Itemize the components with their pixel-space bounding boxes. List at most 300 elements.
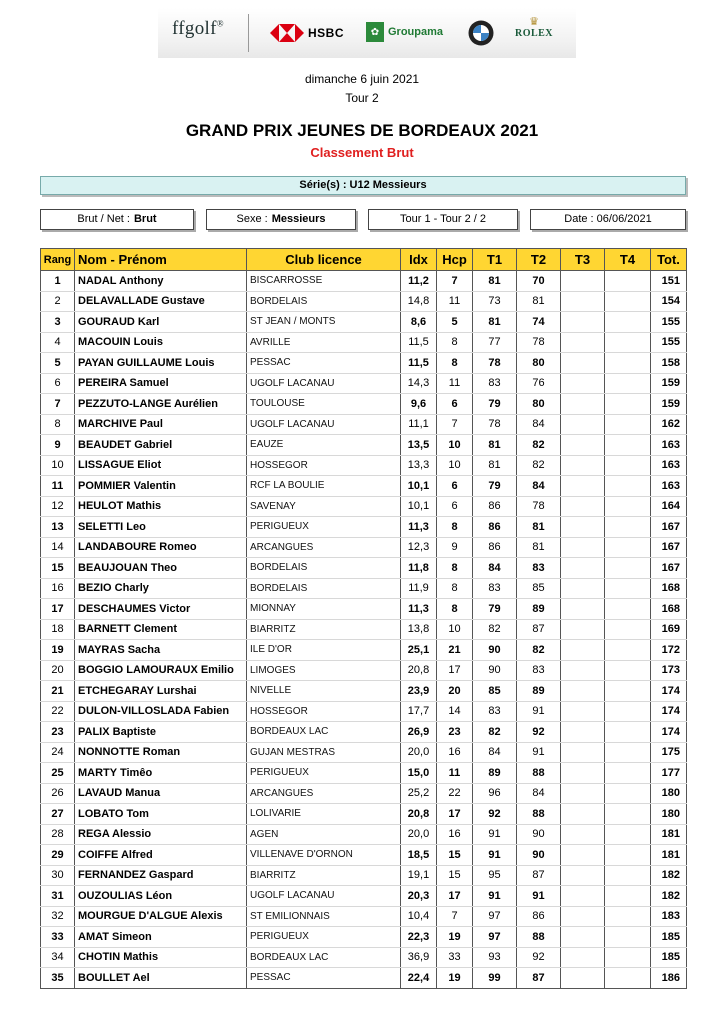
t1-cell: 86 bbox=[473, 537, 517, 558]
club-cell: AVRILLE bbox=[247, 332, 401, 353]
t4-cell bbox=[605, 804, 651, 825]
table-row bbox=[41, 722, 687, 743]
idx-cell: 10,4 bbox=[401, 906, 437, 927]
t4-cell bbox=[605, 640, 651, 661]
total-cell: 175 bbox=[651, 742, 687, 763]
total-cell: 168 bbox=[651, 578, 687, 599]
rang-cell: 35 bbox=[41, 968, 75, 989]
t3-cell bbox=[561, 681, 605, 702]
idx-cell: 26,9 bbox=[401, 722, 437, 743]
t4-cell bbox=[605, 578, 651, 599]
club-cell: UGOLF LACANAU bbox=[247, 414, 401, 435]
idx-cell: 9,6 bbox=[401, 394, 437, 415]
hcp-cell: 9 bbox=[437, 537, 473, 558]
t1-cell: 82 bbox=[473, 722, 517, 743]
hcp-cell: 19 bbox=[437, 968, 473, 989]
idx-cell: 11,3 bbox=[401, 517, 437, 538]
t3-cell bbox=[561, 496, 605, 517]
name-cell: DESCHAUMES Victor bbox=[75, 599, 247, 620]
table-row bbox=[41, 886, 687, 907]
t3-cell bbox=[561, 517, 605, 538]
table-row bbox=[41, 906, 687, 927]
total-cell: 167 bbox=[651, 537, 687, 558]
name-cell: CHOTIN Mathis bbox=[75, 947, 247, 968]
t3-cell bbox=[561, 599, 605, 620]
hcp-cell: 16 bbox=[437, 824, 473, 845]
col-club: Club licence bbox=[247, 249, 401, 271]
ffgolf-logo: ffgolf® bbox=[172, 18, 224, 39]
hcp-cell: 5 bbox=[437, 312, 473, 333]
t2-cell: 86 bbox=[517, 906, 561, 927]
total-cell: 167 bbox=[651, 558, 687, 579]
t3-cell bbox=[561, 271, 605, 292]
t2-cell: 84 bbox=[517, 783, 561, 804]
page-title: GRAND PRIX JEUNES DE BORDEAUX 2021 bbox=[185, 121, 539, 140]
date-value: Date : 06/06/2021 bbox=[564, 213, 652, 225]
t3-cell bbox=[561, 722, 605, 743]
idx-cell: 8,6 bbox=[401, 312, 437, 333]
club-cell: RCF LA BOULIE bbox=[247, 476, 401, 497]
t3-cell bbox=[561, 435, 605, 456]
t1-cell: 93 bbox=[473, 947, 517, 968]
total-cell: 162 bbox=[651, 414, 687, 435]
idx-cell: 10,1 bbox=[401, 476, 437, 497]
name-cell: MARTY Timêo bbox=[75, 763, 247, 784]
t3-cell bbox=[561, 291, 605, 312]
t3-cell bbox=[561, 701, 605, 722]
hcp-cell: 16 bbox=[437, 742, 473, 763]
rang-cell: 1 bbox=[41, 271, 75, 292]
hcp-cell: 33 bbox=[437, 947, 473, 968]
t4-cell bbox=[605, 845, 651, 866]
t4-cell bbox=[605, 271, 651, 292]
name-cell: BOGGIO LAMOURAUX Emilio bbox=[75, 660, 247, 681]
t3-cell bbox=[561, 927, 605, 948]
total-cell: 172 bbox=[651, 640, 687, 661]
t3-cell bbox=[561, 968, 605, 989]
idx-cell: 11,5 bbox=[401, 353, 437, 374]
idx-cell: 25,1 bbox=[401, 640, 437, 661]
total-cell: 151 bbox=[651, 271, 687, 292]
table-row bbox=[41, 824, 687, 845]
t3-cell bbox=[561, 783, 605, 804]
club-cell: BORDELAIS bbox=[247, 291, 401, 312]
rang-cell: 33 bbox=[41, 927, 75, 948]
rolex-logo-text: ROLEX bbox=[514, 28, 554, 39]
total-cell: 180 bbox=[651, 783, 687, 804]
t2-cell: 91 bbox=[517, 742, 561, 763]
hcp-cell: 17 bbox=[437, 886, 473, 907]
hcp-cell: 11 bbox=[437, 373, 473, 394]
tours-box bbox=[368, 209, 518, 230]
club-cell: PESSAC bbox=[247, 968, 401, 989]
rang-cell: 26 bbox=[41, 783, 75, 804]
t1-cell: 91 bbox=[473, 845, 517, 866]
idx-cell: 12,3 bbox=[401, 537, 437, 558]
t3-cell bbox=[561, 619, 605, 640]
t2-cell: 90 bbox=[517, 824, 561, 845]
club-cell: PESSAC bbox=[247, 353, 401, 374]
t4-cell bbox=[605, 660, 651, 681]
idx-cell: 20,8 bbox=[401, 804, 437, 825]
name-cell: LANDABOURE Romeo bbox=[75, 537, 247, 558]
name-cell: AMAT Simeon bbox=[75, 927, 247, 948]
hcp-cell: 23 bbox=[437, 722, 473, 743]
t2-cell: 88 bbox=[517, 763, 561, 784]
total-cell: 185 bbox=[651, 947, 687, 968]
hcp-cell: 8 bbox=[437, 599, 473, 620]
t1-cell: 92 bbox=[473, 804, 517, 825]
hcp-cell: 6 bbox=[437, 394, 473, 415]
rang-cell: 17 bbox=[41, 599, 75, 620]
name-cell: BEAUJOUAN Theo bbox=[75, 558, 247, 579]
t1-cell: 78 bbox=[473, 353, 517, 374]
t4-cell bbox=[605, 599, 651, 620]
t3-cell bbox=[561, 414, 605, 435]
t3-cell bbox=[561, 886, 605, 907]
club-cell: BORDEAUX LAC bbox=[247, 722, 401, 743]
t3-cell bbox=[561, 824, 605, 845]
name-cell: COIFFE Alfred bbox=[75, 845, 247, 866]
rang-cell: 22 bbox=[41, 701, 75, 722]
table-row bbox=[41, 763, 687, 784]
club-cell: BORDELAIS bbox=[247, 578, 401, 599]
hcp-cell: 6 bbox=[437, 496, 473, 517]
logo-divider bbox=[248, 14, 249, 52]
t2-cell: 78 bbox=[517, 496, 561, 517]
t4-cell bbox=[605, 291, 651, 312]
name-cell: MACOUIN Louis bbox=[75, 332, 247, 353]
total-cell: 158 bbox=[651, 353, 687, 374]
t3-cell bbox=[561, 394, 605, 415]
t1-cell: 97 bbox=[473, 906, 517, 927]
brut-net-box bbox=[40, 209, 194, 230]
idx-cell: 11,9 bbox=[401, 578, 437, 599]
table-row bbox=[41, 271, 687, 292]
t2-cell: 82 bbox=[517, 455, 561, 476]
total-cell: 159 bbox=[651, 373, 687, 394]
rang-cell: 19 bbox=[41, 640, 75, 661]
total-cell: 174 bbox=[651, 722, 687, 743]
hcp-cell: 6 bbox=[437, 476, 473, 497]
rang-cell: 10 bbox=[41, 455, 75, 476]
club-cell: LIMOGES bbox=[247, 660, 401, 681]
t4-cell bbox=[605, 824, 651, 845]
hcp-cell: 8 bbox=[437, 353, 473, 374]
table-row bbox=[41, 578, 687, 599]
t2-cell: 92 bbox=[517, 947, 561, 968]
t4-cell bbox=[605, 476, 651, 497]
rang-cell: 11 bbox=[41, 476, 75, 497]
t2-cell: 87 bbox=[517, 865, 561, 886]
t2-cell: 84 bbox=[517, 414, 561, 435]
table-row bbox=[41, 312, 687, 333]
rang-cell: 14 bbox=[41, 537, 75, 558]
table-row bbox=[41, 660, 687, 681]
brut-net-value: Brut bbox=[133, 213, 157, 225]
hcp-cell: 21 bbox=[437, 640, 473, 661]
club-cell: BISCARROSSE bbox=[247, 271, 401, 292]
t3-cell bbox=[561, 312, 605, 333]
bmw-roundel-icon bbox=[468, 20, 494, 46]
rang-cell: 13 bbox=[41, 517, 75, 538]
rang-cell: 3 bbox=[41, 312, 75, 333]
club-cell: NIVELLE bbox=[247, 681, 401, 702]
idx-cell: 11,5 bbox=[401, 332, 437, 353]
idx-cell: 14,3 bbox=[401, 373, 437, 394]
col-idx: Idx bbox=[401, 249, 437, 271]
hsbc-hexagon-icon bbox=[270, 24, 304, 42]
col-t3: T3 bbox=[561, 249, 605, 271]
name-cell: BARNETT Clement bbox=[75, 619, 247, 640]
t1-cell: 91 bbox=[473, 824, 517, 845]
hcp-cell: 7 bbox=[437, 906, 473, 927]
total-cell: 163 bbox=[651, 455, 687, 476]
t3-cell bbox=[561, 845, 605, 866]
table-row bbox=[41, 783, 687, 804]
table-row bbox=[41, 947, 687, 968]
total-cell: 174 bbox=[651, 681, 687, 702]
table-row bbox=[41, 558, 687, 579]
name-cell: FERNANDEZ Gaspard bbox=[75, 865, 247, 886]
total-cell: 174 bbox=[651, 701, 687, 722]
t4-cell bbox=[605, 763, 651, 784]
t1-cell: 99 bbox=[473, 968, 517, 989]
table-row bbox=[41, 517, 687, 538]
table-row bbox=[41, 455, 687, 476]
t3-cell bbox=[561, 947, 605, 968]
rang-cell: 5 bbox=[41, 353, 75, 374]
rang-cell: 12 bbox=[41, 496, 75, 517]
total-cell: 155 bbox=[651, 332, 687, 353]
table-row bbox=[41, 373, 687, 394]
club-cell: BIARRITZ bbox=[247, 865, 401, 886]
total-cell: 169 bbox=[651, 619, 687, 640]
club-cell: BIARRITZ bbox=[247, 619, 401, 640]
table-row bbox=[41, 353, 687, 374]
name-cell: REGA Alessio bbox=[75, 824, 247, 845]
total-cell: 182 bbox=[651, 865, 687, 886]
t4-cell bbox=[605, 783, 651, 804]
hcp-cell: 10 bbox=[437, 435, 473, 456]
idx-cell: 22,3 bbox=[401, 927, 437, 948]
table-row bbox=[41, 599, 687, 620]
results-table bbox=[40, 248, 687, 989]
hcp-cell: 7 bbox=[437, 414, 473, 435]
t4-cell bbox=[605, 722, 651, 743]
sexe-value: Messieurs bbox=[271, 213, 326, 225]
col-t4: T4 bbox=[605, 249, 651, 271]
t2-cell: 76 bbox=[517, 373, 561, 394]
col-t1: T1 bbox=[473, 249, 517, 271]
idx-cell: 14,8 bbox=[401, 291, 437, 312]
hsbc-logo-text: HSBC bbox=[308, 26, 345, 40]
event-tour: Tour 2 bbox=[345, 91, 379, 105]
club-cell: BORDELAIS bbox=[247, 558, 401, 579]
event-date: dimanche 6 juin 2021 bbox=[304, 72, 420, 86]
t4-cell bbox=[605, 496, 651, 517]
t2-cell: 92 bbox=[517, 722, 561, 743]
club-cell: PERIGUEUX bbox=[247, 517, 401, 538]
t2-cell: 91 bbox=[517, 701, 561, 722]
idx-cell: 36,9 bbox=[401, 947, 437, 968]
rang-cell: 16 bbox=[41, 578, 75, 599]
t4-cell bbox=[605, 947, 651, 968]
club-cell: UGOLF LACANAU bbox=[247, 373, 401, 394]
ffgolf-logo-text: ffgolf bbox=[172, 18, 217, 39]
rang-cell: 9 bbox=[41, 435, 75, 456]
club-cell: ARCANGUES bbox=[247, 783, 401, 804]
t4-cell bbox=[605, 558, 651, 579]
t2-cell: 87 bbox=[517, 968, 561, 989]
t4-cell bbox=[605, 517, 651, 538]
idx-cell: 22,4 bbox=[401, 968, 437, 989]
t2-cell: 83 bbox=[517, 558, 561, 579]
t2-cell: 88 bbox=[517, 804, 561, 825]
t4-cell bbox=[605, 537, 651, 558]
idx-cell: 15,0 bbox=[401, 763, 437, 784]
t4-cell bbox=[605, 886, 651, 907]
table-row bbox=[41, 640, 687, 661]
groupama-logo-text: Groupama bbox=[388, 26, 444, 38]
rang-cell: 25 bbox=[41, 763, 75, 784]
rang-cell: 23 bbox=[41, 722, 75, 743]
t3-cell bbox=[561, 906, 605, 927]
t2-cell: 80 bbox=[517, 353, 561, 374]
total-cell: 168 bbox=[651, 599, 687, 620]
table-row bbox=[41, 291, 687, 312]
idx-cell: 13,5 bbox=[401, 435, 437, 456]
rang-cell: 18 bbox=[41, 619, 75, 640]
name-cell: POMMIER Valentin bbox=[75, 476, 247, 497]
page-subtitle: Classement Brut bbox=[310, 145, 414, 160]
total-cell: 167 bbox=[651, 517, 687, 538]
table-row bbox=[41, 845, 687, 866]
t2-cell: 82 bbox=[517, 435, 561, 456]
col-nom: Nom - Prénom bbox=[75, 249, 247, 271]
t4-cell bbox=[605, 435, 651, 456]
t4-cell bbox=[605, 312, 651, 333]
name-cell: ETCHEGARAY Lurshai bbox=[75, 681, 247, 702]
idx-cell: 17,7 bbox=[401, 701, 437, 722]
idx-cell: 20,3 bbox=[401, 886, 437, 907]
t1-cell: 73 bbox=[473, 291, 517, 312]
total-cell: 173 bbox=[651, 660, 687, 681]
table-row bbox=[41, 435, 687, 456]
club-cell: HOSSEGOR bbox=[247, 701, 401, 722]
t4-cell bbox=[605, 701, 651, 722]
t1-cell: 79 bbox=[473, 476, 517, 497]
t2-cell: 87 bbox=[517, 619, 561, 640]
club-cell: TOULOUSE bbox=[247, 394, 401, 415]
club-cell: PERIGUEUX bbox=[247, 927, 401, 948]
t3-cell bbox=[561, 804, 605, 825]
t3-cell bbox=[561, 865, 605, 886]
rang-cell: 27 bbox=[41, 804, 75, 825]
t2-cell: 82 bbox=[517, 640, 561, 661]
t2-cell: 88 bbox=[517, 927, 561, 948]
t4-cell bbox=[605, 394, 651, 415]
name-cell: BEZIO Charly bbox=[75, 578, 247, 599]
t1-cell: 86 bbox=[473, 496, 517, 517]
t2-cell: 74 bbox=[517, 312, 561, 333]
hcp-cell: 22 bbox=[437, 783, 473, 804]
rang-cell: 8 bbox=[41, 414, 75, 435]
name-cell: GOURAUD Karl bbox=[75, 312, 247, 333]
rolex-crown-icon: ♛ bbox=[529, 16, 539, 28]
t2-cell: 89 bbox=[517, 599, 561, 620]
club-cell: PERIGUEUX bbox=[247, 763, 401, 784]
t1-cell: 91 bbox=[473, 886, 517, 907]
table-row bbox=[41, 681, 687, 702]
club-cell: EAUZE bbox=[247, 435, 401, 456]
table-row bbox=[41, 865, 687, 886]
t1-cell: 83 bbox=[473, 701, 517, 722]
date-box bbox=[530, 209, 686, 230]
t1-cell: 81 bbox=[473, 435, 517, 456]
t3-cell bbox=[561, 537, 605, 558]
rang-cell: 7 bbox=[41, 394, 75, 415]
table-body bbox=[41, 271, 687, 989]
t4-cell bbox=[605, 455, 651, 476]
table-row bbox=[41, 701, 687, 722]
table-row bbox=[41, 537, 687, 558]
table-row bbox=[41, 394, 687, 415]
idx-cell: 13,8 bbox=[401, 619, 437, 640]
t1-cell: 97 bbox=[473, 927, 517, 948]
total-cell: 181 bbox=[651, 824, 687, 845]
t2-cell: 90 bbox=[517, 845, 561, 866]
t3-cell bbox=[561, 332, 605, 353]
t1-cell: 77 bbox=[473, 332, 517, 353]
t1-cell: 95 bbox=[473, 865, 517, 886]
groupama-logo bbox=[366, 22, 443, 42]
club-cell: ILE D'OR bbox=[247, 640, 401, 661]
hcp-cell: 8 bbox=[437, 517, 473, 538]
idx-cell: 13,3 bbox=[401, 455, 437, 476]
t3-cell bbox=[561, 578, 605, 599]
t4-cell bbox=[605, 906, 651, 927]
hcp-cell: 17 bbox=[437, 660, 473, 681]
t4-cell bbox=[605, 742, 651, 763]
name-cell: PAYAN GUILLAUME Louis bbox=[75, 353, 247, 374]
t2-cell: 83 bbox=[517, 660, 561, 681]
t4-cell bbox=[605, 353, 651, 374]
t1-cell: 81 bbox=[473, 312, 517, 333]
club-cell: UGOLF LACANAU bbox=[247, 886, 401, 907]
table-row bbox=[41, 476, 687, 497]
club-cell: LOLIVARIE bbox=[247, 804, 401, 825]
col-hcp: Hcp bbox=[437, 249, 473, 271]
total-cell: 154 bbox=[651, 291, 687, 312]
rolex-logo bbox=[514, 17, 554, 39]
name-cell: DULON-VILLOSLADA Fabien bbox=[75, 701, 247, 722]
t1-cell: 79 bbox=[473, 394, 517, 415]
t3-cell bbox=[561, 558, 605, 579]
hcp-cell: 7 bbox=[437, 271, 473, 292]
rang-cell: 21 bbox=[41, 681, 75, 702]
t1-cell: 79 bbox=[473, 599, 517, 620]
idx-cell: 20,0 bbox=[401, 824, 437, 845]
tours-value: Tour 1 - Tour 2 / 2 bbox=[399, 213, 486, 225]
name-cell: DELAVALLADE Gustave bbox=[75, 291, 247, 312]
hcp-cell: 11 bbox=[437, 291, 473, 312]
name-cell: SELETTI Leo bbox=[75, 517, 247, 538]
t2-cell: 81 bbox=[517, 291, 561, 312]
rang-cell: 29 bbox=[41, 845, 75, 866]
rang-cell: 31 bbox=[41, 886, 75, 907]
idx-cell: 11,2 bbox=[401, 271, 437, 292]
